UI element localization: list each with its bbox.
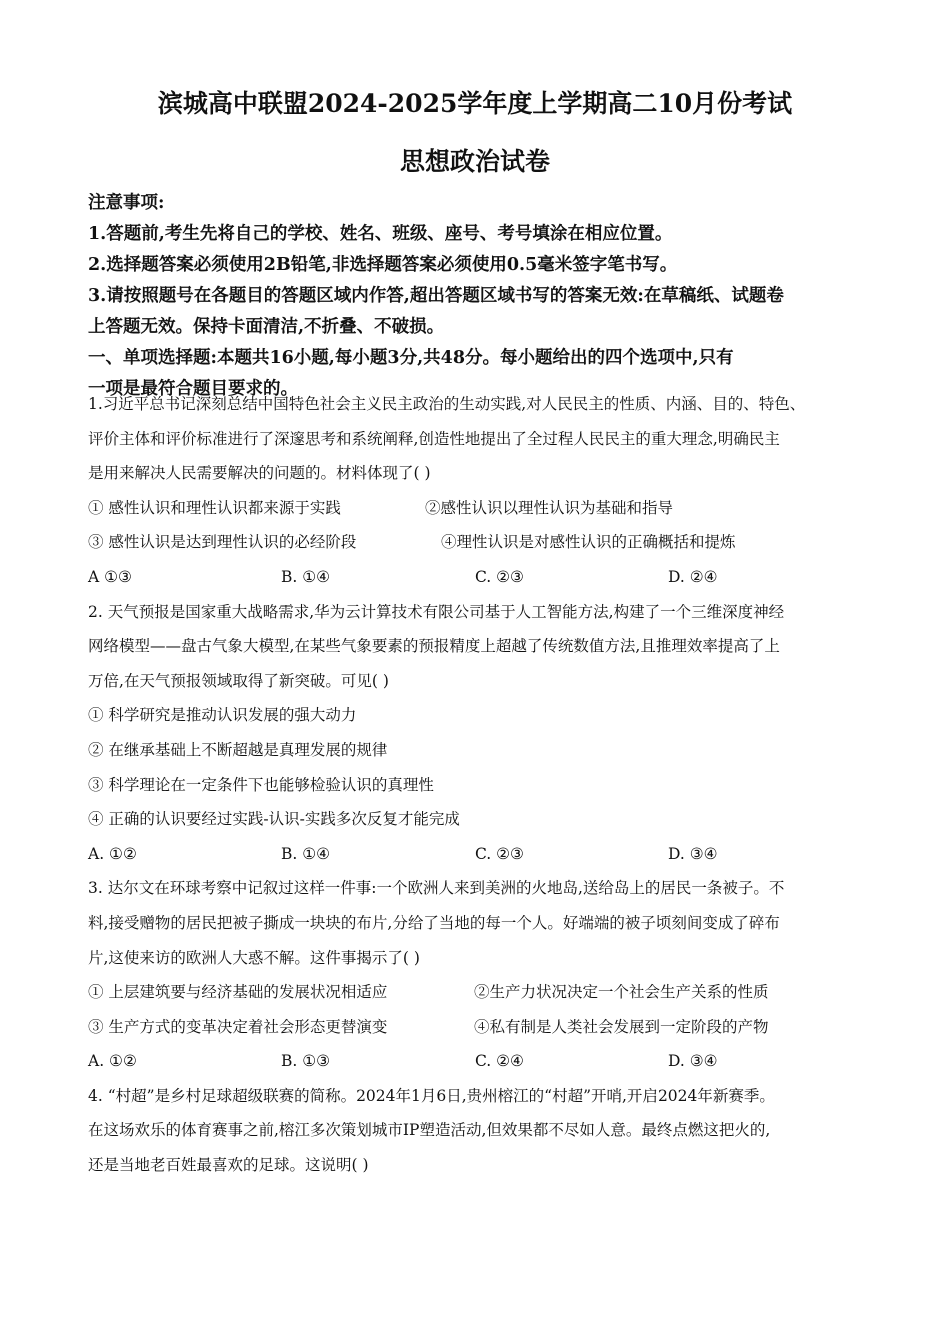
- stem-line: 片,这使来访的欧洲人大惑不解。这件事揭示了( ): [88, 948, 420, 967]
- stem-line: 3. 达尔文在环球考察中记叙过这样一件事:一个欧洲人来到美洲的火地岛,送给岛上的居民一条被子。不: [88, 879, 785, 898]
- statement-row: [88, 975, 878, 1010]
- stem-line: 是用来解决人民需要解决的问题的。材料体现了( ): [88, 464, 431, 483]
- choice-d[interactable]: D. ②④: [668, 567, 718, 586]
- question-stem: [88, 871, 878, 975]
- statement-row: [88, 1010, 878, 1045]
- statement-1: ① 上层建筑要与经济基础的发展状况相适应: [88, 983, 388, 1002]
- statement-row: [88, 525, 878, 560]
- section-heading: 一、单项选择题:本题共16小题,每小题3分,共48分。每小题给出的四个选项中,只有: [88, 348, 734, 368]
- note-item: 3.请按照题号在各题目的答题区域内作答,超出答题区域书写的答案无效:在草稿纸、试题卷: [88, 286, 784, 306]
- exam-subject-title: 思想政治试卷: [399, 147, 550, 176]
- exam-title: 滨城高中联盟2024-2025学年度上学期高二10月份考试: [157, 89, 793, 118]
- statement-1: ① 感性认识和理性认识都来源于实践: [88, 498, 341, 517]
- statement-row: [88, 768, 878, 803]
- statement-4: ④ 正确的认识要经过实践-认识-实践多次反复才能完成: [88, 810, 460, 829]
- statement-2: ②生产力状况决定一个社会生产关系的性质: [474, 983, 769, 1002]
- note-item: 1.答题前,考生先将自己的学校、姓名、班级、座号、考号填涂在相应位置。: [88, 224, 673, 244]
- statement-2: ② 在继承基础上不断超越是真理发展的规律: [88, 740, 388, 759]
- statement-1: ① 科学研究是推动认识发展的强大动力: [88, 706, 357, 725]
- stem-line: 4. “村超”是乡村足球超级联赛的简称。2024年1月6日,贵州榕江的“村超”开哨,开启2024年新赛季。: [88, 1086, 775, 1105]
- section-heading-cont: 一项是最符合题目要求的。: [88, 379, 298, 399]
- stem-line: 万倍,在天气预报领域取得了新突破。可见( ): [88, 671, 389, 690]
- stem-line: 在这场欢乐的体育赛事之前,榕江多次策划城市IP塑造活动,但效果都不尽如人意。最终点燃这把火的,: [88, 1121, 771, 1140]
- choice-b[interactable]: B. ①④: [281, 567, 331, 586]
- statement-row: [88, 698, 878, 733]
- stem-line: 料,接受赠物的居民把被子撕成一块块的布片,分给了当地的每一个人。好端端的被子顷刻间变成了碎布: [88, 913, 780, 932]
- note-item: 2.选择题答案必须使用2B铅笔,非选择题答案必须使用0.5毫米签字笔书写。: [88, 255, 678, 275]
- stem-line: 2. 天气预报是国家重大战略需求,华为云计算技术有限公司基于人工智能方法,构建了一个三维深度神经: [88, 602, 785, 621]
- statement-4: ④私有制是人类社会发展到一定阶段的产物: [474, 1017, 769, 1036]
- statement-3: ③ 感性认识是达到理性认识的必经阶段: [88, 533, 357, 552]
- stem-line: 评价主体和评价标准进行了深邃思考和系统阐释,创造性地提出了全过程人民民主的重大理念,明确民主: [88, 429, 780, 448]
- choices-row: [88, 1044, 878, 1079]
- statement-row: [88, 733, 878, 768]
- statement-4: ④理性认识是对感性认识的正确概括和提炼: [441, 533, 736, 552]
- choice-b[interactable]: B. ①③: [281, 1052, 331, 1071]
- choice-a[interactable]: A. ①②: [88, 844, 137, 863]
- choice-d[interactable]: D. ③④: [668, 1052, 718, 1071]
- question-1: [88, 387, 878, 595]
- notes-section: [88, 188, 868, 405]
- question-stem: [88, 387, 878, 491]
- choices-row: [88, 837, 878, 872]
- choice-b[interactable]: B. ①④: [281, 844, 331, 863]
- choice-a[interactable]: A. ①②: [88, 1052, 137, 1071]
- questions-list: [88, 387, 878, 1183]
- statement-row: [88, 802, 878, 837]
- note-item: 上答题无效。保持卡面清洁,不折叠、不破损。: [88, 317, 445, 337]
- stem-line: 还是当地老百姓最喜欢的足球。这说明( ): [88, 1156, 369, 1175]
- question-3: [88, 871, 878, 1079]
- notes-heading: 注意事项:: [88, 193, 165, 213]
- question-stem: [88, 595, 878, 699]
- stem-line: 1.习近平总书记深刻总结中国特色社会主义民主政治的生动实践,对人民民主的性质、内涵、目的、特色、: [88, 395, 806, 413]
- statement-3: ③ 科学理论在一定条件下也能够检验认识的真理性: [88, 775, 434, 794]
- choices-row: [88, 560, 878, 595]
- statement-row: [88, 491, 878, 526]
- question-2: [88, 595, 878, 872]
- choice-a[interactable]: A ①③: [88, 567, 132, 586]
- question-4: [88, 1079, 878, 1183]
- choice-d[interactable]: D. ③④: [668, 844, 718, 863]
- statement-3: ③ 生产方式的变革决定着社会形态更替演变: [88, 1017, 388, 1036]
- choice-c[interactable]: C. ②④: [475, 1052, 524, 1071]
- stem-line: 网络模型——盘古气象大模型,在某些气象要素的预报精度上超越了传统数值方法,且推理效率提高了上: [88, 637, 780, 656]
- choice-c[interactable]: C. ②③: [475, 844, 524, 863]
- choice-c[interactable]: C. ②③: [475, 567, 524, 586]
- question-stem: [88, 1079, 878, 1183]
- statement-2: ②感性认识以理性认识为基础和指导: [425, 498, 674, 517]
